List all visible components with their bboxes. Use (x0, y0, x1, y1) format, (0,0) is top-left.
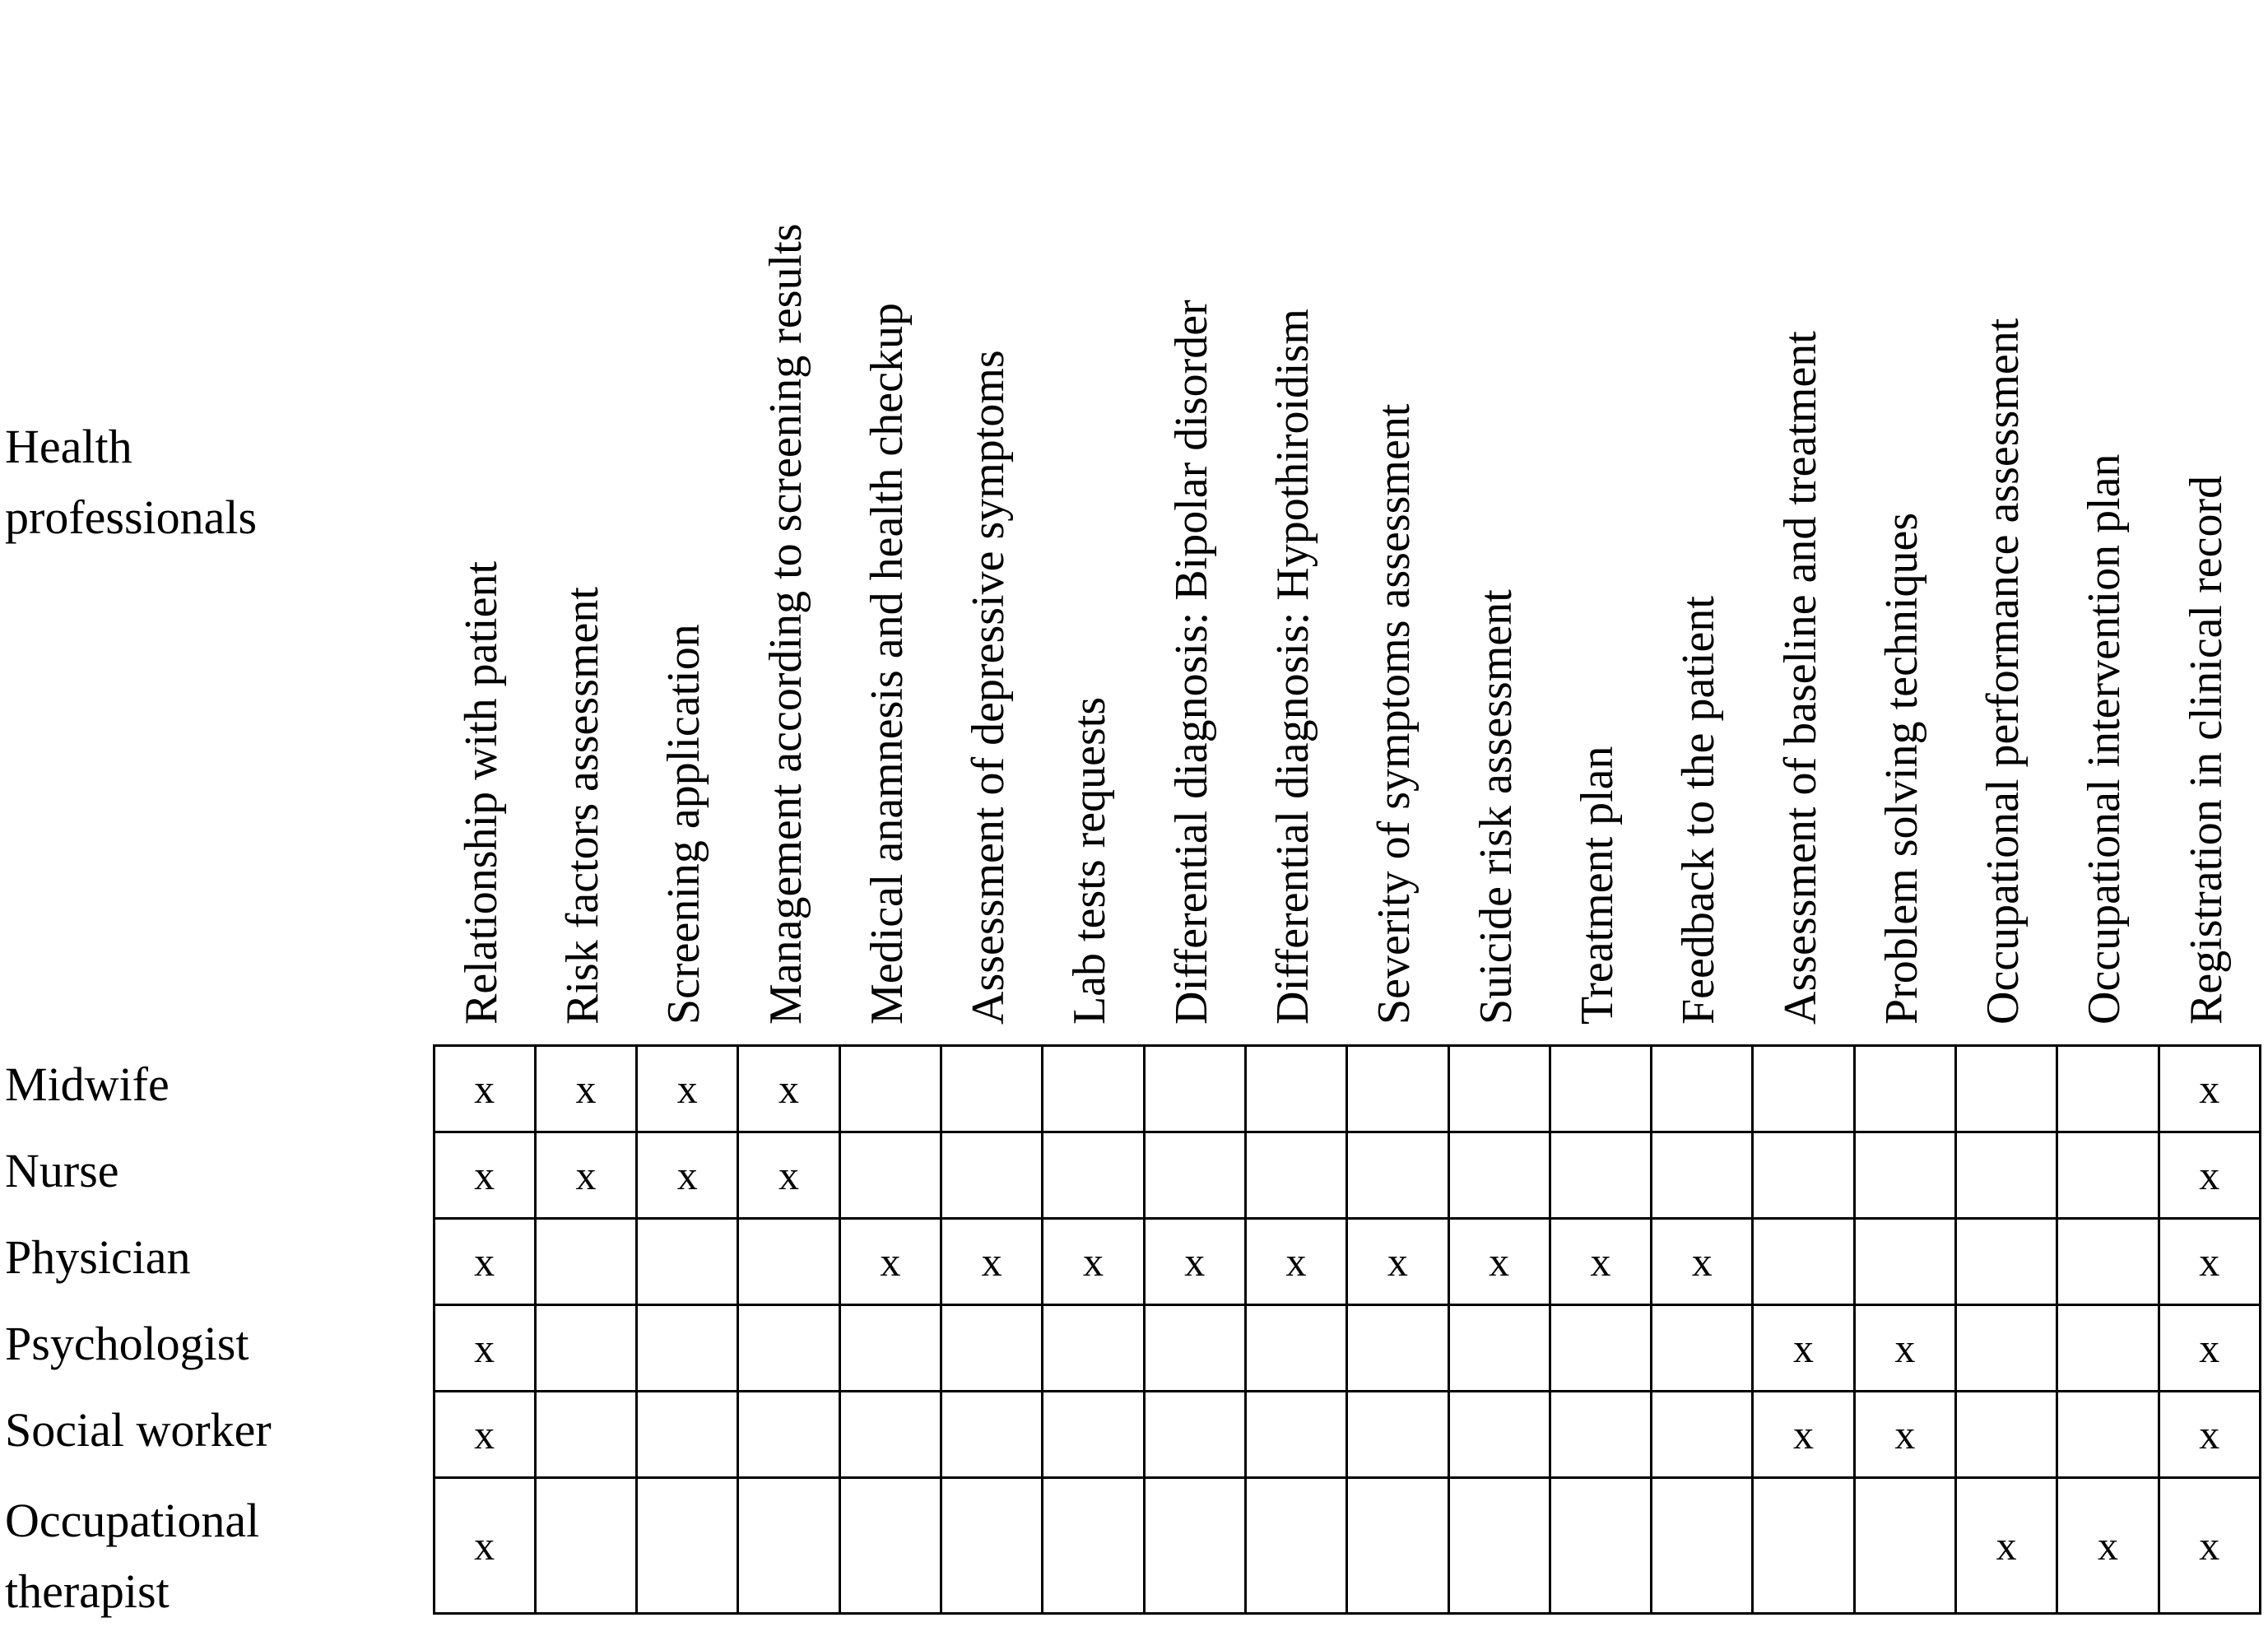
matrix-cell-empty (1347, 1045, 1448, 1132)
matrix-cell-empty (637, 1304, 738, 1391)
matrix-cell-empty (1956, 1132, 2057, 1218)
matrix-cell-empty (1854, 1132, 1955, 1218)
matrix-cell-empty (1245, 1477, 1346, 1613)
matrix-cell-empty (1043, 1477, 1144, 1613)
matrix-cell-marked (434, 1218, 535, 1304)
column-header: Medical anamnesis and health checkup (861, 303, 913, 1025)
matrix-cell-empty (1347, 1132, 1448, 1218)
matrix-cell-empty (1043, 1391, 1144, 1477)
matrix-cell-marked (2159, 1391, 2260, 1477)
matrix-cell-empty (2057, 1391, 2159, 1477)
cell-mark: x (1793, 1324, 1815, 1371)
matrix-cell-empty (1347, 1304, 1448, 1391)
matrix-cell-empty (1448, 1477, 1550, 1613)
cell-mark: x (2199, 1324, 2220, 1371)
column-header: Problem solving techniques (1875, 512, 1927, 1025)
cell-mark: x (474, 1411, 495, 1457)
matrix-cell-empty (1550, 1132, 1651, 1218)
matrix-cell-empty (535, 1218, 636, 1304)
cell-mark: x (2199, 1065, 2220, 1112)
matrix-cell-empty (1652, 1304, 1753, 1391)
cell-mark: x (1184, 1238, 1206, 1285)
matrix-cell-empty (1245, 1391, 1346, 1477)
matrix-cell-empty (839, 1391, 941, 1477)
matrix-cell-empty (1550, 1477, 1651, 1613)
column-header: Risk factors assessment (556, 587, 608, 1025)
row-label (5, 1395, 272, 1466)
matrix-cell-empty (1550, 1391, 1651, 1477)
cell-mark: x (575, 1065, 597, 1112)
cell-mark: x (2097, 1522, 2118, 1569)
matrix-cell-marked (738, 1045, 839, 1132)
matrix-cell-empty (1956, 1218, 2057, 1304)
matrix-cell-empty (1956, 1391, 2057, 1477)
matrix-cell-empty (1956, 1045, 2057, 1132)
matrix-cell-marked (637, 1045, 738, 1132)
cell-mark: x (2199, 1522, 2220, 1569)
row-label (5, 1222, 191, 1293)
cell-mark: x (474, 1065, 495, 1112)
matrix-cell-empty (941, 1391, 1043, 1477)
cell-mark: x (2199, 1411, 2220, 1457)
matrix-cell-empty (2057, 1218, 2159, 1304)
matrix-cell-empty (1854, 1477, 1955, 1613)
matrix-cell-empty (535, 1391, 636, 1477)
matrix-cell-marked (434, 1477, 535, 1613)
cell-mark: x (474, 1238, 495, 1285)
row-label-line: Psychologist (5, 1317, 249, 1370)
matrix-cell-marked (1245, 1218, 1346, 1304)
matrix-cell-empty (1753, 1132, 1854, 1218)
matrix-cell-empty (1550, 1045, 1651, 1132)
column-header: Severity of symptoms assessment (1369, 403, 1420, 1025)
matrix-cell-marked (1043, 1218, 1144, 1304)
cell-mark: x (1285, 1238, 1307, 1285)
matrix-cell-empty (839, 1477, 941, 1613)
row-label-line: Occupational (5, 1494, 260, 1547)
matrix-cell-empty (1043, 1132, 1144, 1218)
matrix-cell-empty (1652, 1477, 1753, 1613)
matrix-cell-marked (2159, 1045, 2260, 1132)
matrix-cell-empty (1448, 1132, 1550, 1218)
matrix-cell-empty (1043, 1304, 1144, 1391)
matrix-cell-empty (637, 1218, 738, 1304)
cell-mark: x (474, 1324, 495, 1371)
corner-header (5, 411, 257, 553)
matrix-cell-empty (941, 1304, 1043, 1391)
matrix-cell-empty (1245, 1132, 1346, 1218)
matrix-cell-marked (2159, 1304, 2260, 1391)
matrix-cell-empty (1043, 1045, 1144, 1132)
matrix-cell-empty (1753, 1477, 1854, 1613)
cell-mark: x (676, 1151, 698, 1198)
cell-mark: x (778, 1151, 800, 1198)
matrix-cell-empty (535, 1477, 636, 1613)
cell-mark: x (1387, 1238, 1408, 1285)
cell-mark: x (778, 1065, 800, 1112)
matrix-cell-empty (637, 1477, 738, 1613)
cell-mark: x (2199, 1238, 2220, 1285)
column-header: Occupational intervention plan (2079, 453, 2131, 1025)
cell-mark: x (1489, 1238, 1510, 1285)
matrix-cell-marked (535, 1132, 636, 1218)
matrix-cell-empty (1753, 1045, 1854, 1132)
matrix-cell-empty (1144, 1391, 1245, 1477)
matrix-cell-empty (738, 1304, 839, 1391)
matrix-cell-marked (1652, 1218, 1753, 1304)
corner-header-line-2: professionals (5, 490, 258, 544)
matrix-cell-marked (2057, 1477, 2159, 1613)
row-label (5, 1136, 119, 1206)
matrix-cell-empty (1144, 1304, 1245, 1391)
column-header: Treatment plan (1571, 746, 1623, 1025)
cell-mark: x (474, 1151, 495, 1198)
matrix-cell-marked (535, 1045, 636, 1132)
matrix-cell-empty (839, 1132, 941, 1218)
cell-mark: x (981, 1238, 1002, 1285)
matrix-cell-marked (1956, 1477, 2057, 1613)
column-header: Screening application (658, 624, 710, 1025)
matrix-cell-empty (1652, 1391, 1753, 1477)
cell-mark: x (1996, 1522, 2017, 1569)
cell-mark: x (1082, 1238, 1104, 1285)
column-header: Assessment of depressive symptoms (963, 350, 1015, 1025)
matrix-cell-empty (839, 1304, 941, 1391)
matrix-cell-empty (1144, 1477, 1245, 1613)
cell-mark: x (880, 1238, 901, 1285)
matrix-cell-marked (2159, 1132, 2260, 1218)
matrix-cell-marked (1854, 1304, 1955, 1391)
column-header: Lab tests requests (1064, 696, 1116, 1025)
column-header: Feedback to the patient (1673, 596, 1725, 1025)
matrix-cell-empty (941, 1132, 1043, 1218)
matrix-cell-empty (738, 1218, 839, 1304)
matrix-cell-marked (434, 1132, 535, 1218)
matrix-cell-marked (1144, 1218, 1245, 1304)
matrix-cell-marked (434, 1391, 535, 1477)
matrix-cell-empty (1448, 1045, 1550, 1132)
cell-mark: x (1793, 1411, 1815, 1457)
matrix-cell-empty (1652, 1045, 1753, 1132)
column-header: Differential diagnosis: Bipolar disorder (1165, 300, 1217, 1025)
matrix-cell-empty (1448, 1391, 1550, 1477)
matrix-cell-empty (1245, 1045, 1346, 1132)
matrix-cell-marked (2159, 1477, 2260, 1613)
matrix-cell-marked (1753, 1391, 1854, 1477)
matrix-cell-marked (1854, 1391, 1955, 1477)
matrix-cell-marked (738, 1132, 839, 1218)
column-header: Differential diagnosis: Hypothiroidism (1267, 309, 1319, 1025)
row-label-line: therapist (5, 1564, 170, 1618)
matrix-cell-empty (1854, 1218, 1955, 1304)
cell-mark: x (474, 1522, 495, 1569)
cell-mark: x (1691, 1238, 1713, 1285)
matrix-cell-marked (2159, 1218, 2260, 1304)
row-label-line: Physician (5, 1230, 191, 1284)
matrix-cell-empty (2057, 1045, 2159, 1132)
matrix-cell-empty (1347, 1477, 1448, 1613)
matrix-cell-marked (1753, 1304, 1854, 1391)
row-label (5, 1309, 249, 1379)
row-label-line: Social worker (5, 1403, 272, 1457)
matrix-cell-empty (1956, 1304, 2057, 1391)
matrix-cell-empty (738, 1391, 839, 1477)
column-header: Assessment of baseline and treatment (1774, 331, 1826, 1025)
matrix-cell-empty (1854, 1045, 1955, 1132)
cell-mark: x (2199, 1151, 2220, 1198)
matrix-cell-empty (1245, 1304, 1346, 1391)
matrix-cell-marked (434, 1304, 535, 1391)
cell-mark: x (1590, 1238, 1611, 1285)
column-header: Registration in clinical record (2180, 475, 2232, 1025)
matrix-cell-empty (637, 1391, 738, 1477)
matrix-cell-marked (1347, 1218, 1448, 1304)
cell-mark: x (676, 1065, 698, 1112)
column-header: Occupational performance assessment (1978, 318, 2029, 1025)
matrix-cell-empty (2057, 1132, 2159, 1218)
column-header: Management according to screening results (760, 223, 811, 1025)
matrix-cell-empty (941, 1477, 1043, 1613)
matrix-cell-empty (535, 1304, 636, 1391)
matrix-cell-empty (1144, 1132, 1245, 1218)
matrix-cell-marked (1448, 1218, 1550, 1304)
column-header: Suicide risk assessment (1470, 589, 1522, 1025)
row-label-line: Nurse (5, 1144, 119, 1197)
matrix-cell-empty (1550, 1304, 1651, 1391)
row-label-line: Midwife (5, 1058, 170, 1111)
matrix-cell-empty (1652, 1132, 1753, 1218)
matrix-cell-empty (2057, 1304, 2159, 1391)
matrix-cell-empty (839, 1045, 941, 1132)
cell-mark: x (575, 1151, 597, 1198)
corner-header-line-1: Health (5, 420, 132, 473)
row-label (5, 1485, 259, 1627)
matrix-cell-empty (1144, 1045, 1245, 1132)
matrix-cell-marked (839, 1218, 941, 1304)
row-label (5, 1049, 170, 1120)
cell-mark: x (1894, 1411, 1916, 1457)
matrix-cell-empty (1753, 1218, 1854, 1304)
matrix-cell-marked (637, 1132, 738, 1218)
matrix-cell-marked (1550, 1218, 1651, 1304)
cell-mark: x (1894, 1324, 1916, 1371)
matrix-cell-empty (738, 1477, 839, 1613)
matrix-cell-marked (941, 1218, 1043, 1304)
column-header: Relationship with patient (455, 560, 507, 1025)
matrix-cell-empty (941, 1045, 1043, 1132)
matrix-cell-empty (1448, 1304, 1550, 1391)
matrix-cell-marked (434, 1045, 535, 1132)
matrix-cell-empty (1347, 1391, 1448, 1477)
